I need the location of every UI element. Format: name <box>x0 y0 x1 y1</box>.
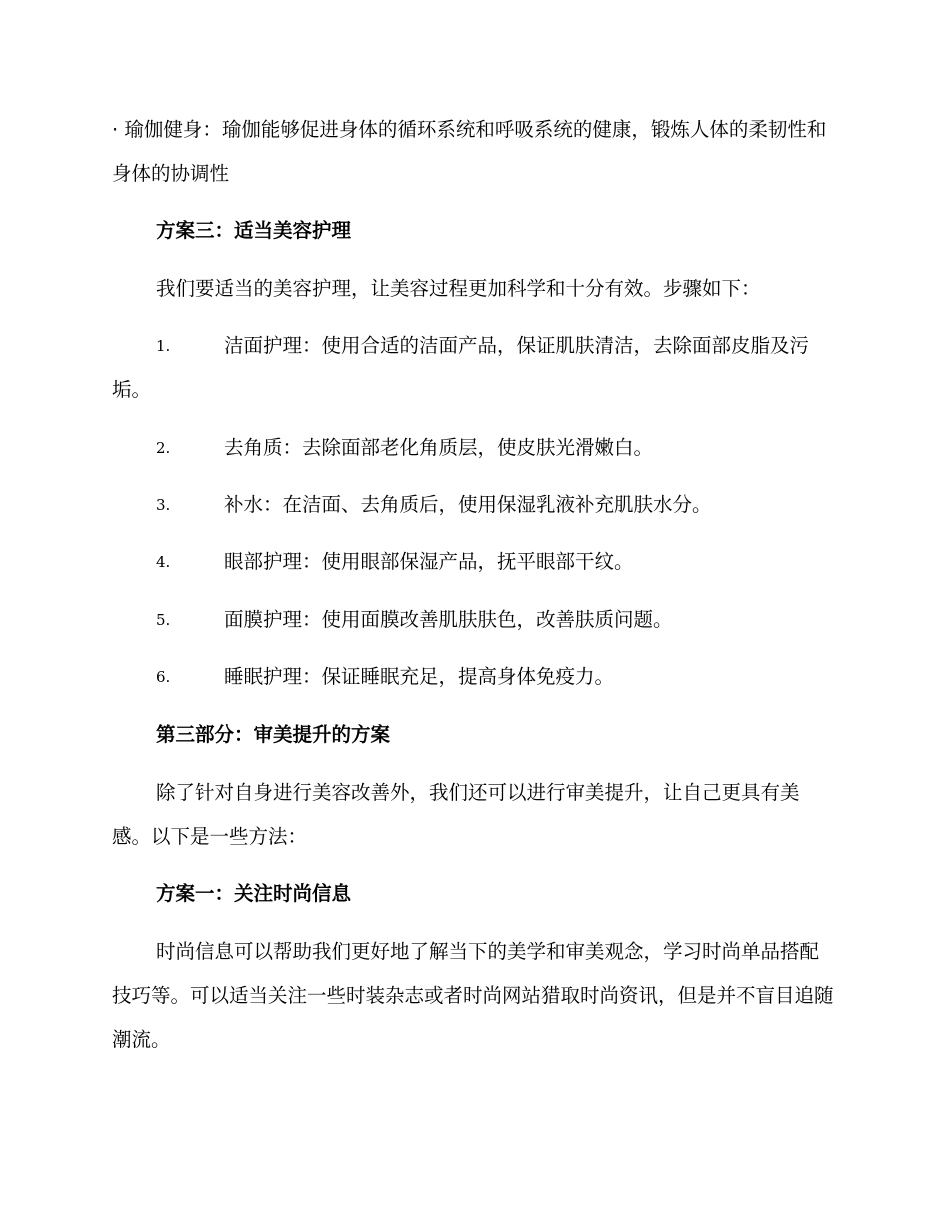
plan-three-intro: 我们要适当的美容护理，让美容过程更加科学和十分有效。步骤如下： <box>156 277 761 300</box>
step-text: 补水：在洁面、去角质后，使用保湿乳液补充肌肤水分。 <box>224 493 712 516</box>
step-text: 眼部护理：使用眼部保湿产品，抚平眼部干纹。 <box>224 550 634 573</box>
step-number: 5. <box>156 611 171 629</box>
step-text: 洁面护理：使用合适的洁面产品，保证肌肤清洁，去除面部皮脂及污垢。 <box>112 334 810 401</box>
step-item-4 <box>112 540 838 584</box>
part-three-intro: 除了针对自身进行美容改善外，我们还可以进行审美提升，让自己更具有美感。以下是一些方法： <box>112 781 800 848</box>
plan-one-paragraph: 时尚信息可以帮助我们更好地了解当下的美学和审美观念，学习时尚单品搭配技巧等。可以适当关注一些时装杂志或者时尚网站猎取时尚资讯，但是并不盲目追随潮流。 <box>112 940 834 1051</box>
plan-one-heading: 方案一：关注时尚信息 <box>156 882 352 905</box>
yoga-bullet-paragraph: · 瑜伽健身：瑜伽能够促进身体的循环系统和呼吸系统的健康，锻炼人体的柔韧性和身体的协调性 <box>112 118 827 185</box>
step-item-5 <box>112 598 838 642</box>
part-three-heading: 第三部分：审美提升的方案 <box>156 723 391 746</box>
step-item-6 <box>112 655 838 699</box>
step-number: 6. <box>156 668 171 686</box>
step-item-3 <box>112 483 838 527</box>
step-text: 去角质：去除面部老化角质层，使皮肤光滑嫩白。 <box>224 436 654 459</box>
step-text: 睡眠护理：保证睡眠充足，提高身体免疫力。 <box>224 665 615 688</box>
step-text: 面膜护理：使用面膜改善肌肤肤色，改善肤质问题。 <box>224 608 673 631</box>
plan-three-heading: 方案三：适当美容护理 <box>156 219 352 242</box>
step-number: 4. <box>156 553 171 571</box>
step-number: 2. <box>156 439 171 457</box>
step-item-1 <box>112 324 838 412</box>
step-item-2 <box>112 426 838 470</box>
step-number: 1. <box>156 337 171 355</box>
step-number: 3. <box>156 496 171 514</box>
